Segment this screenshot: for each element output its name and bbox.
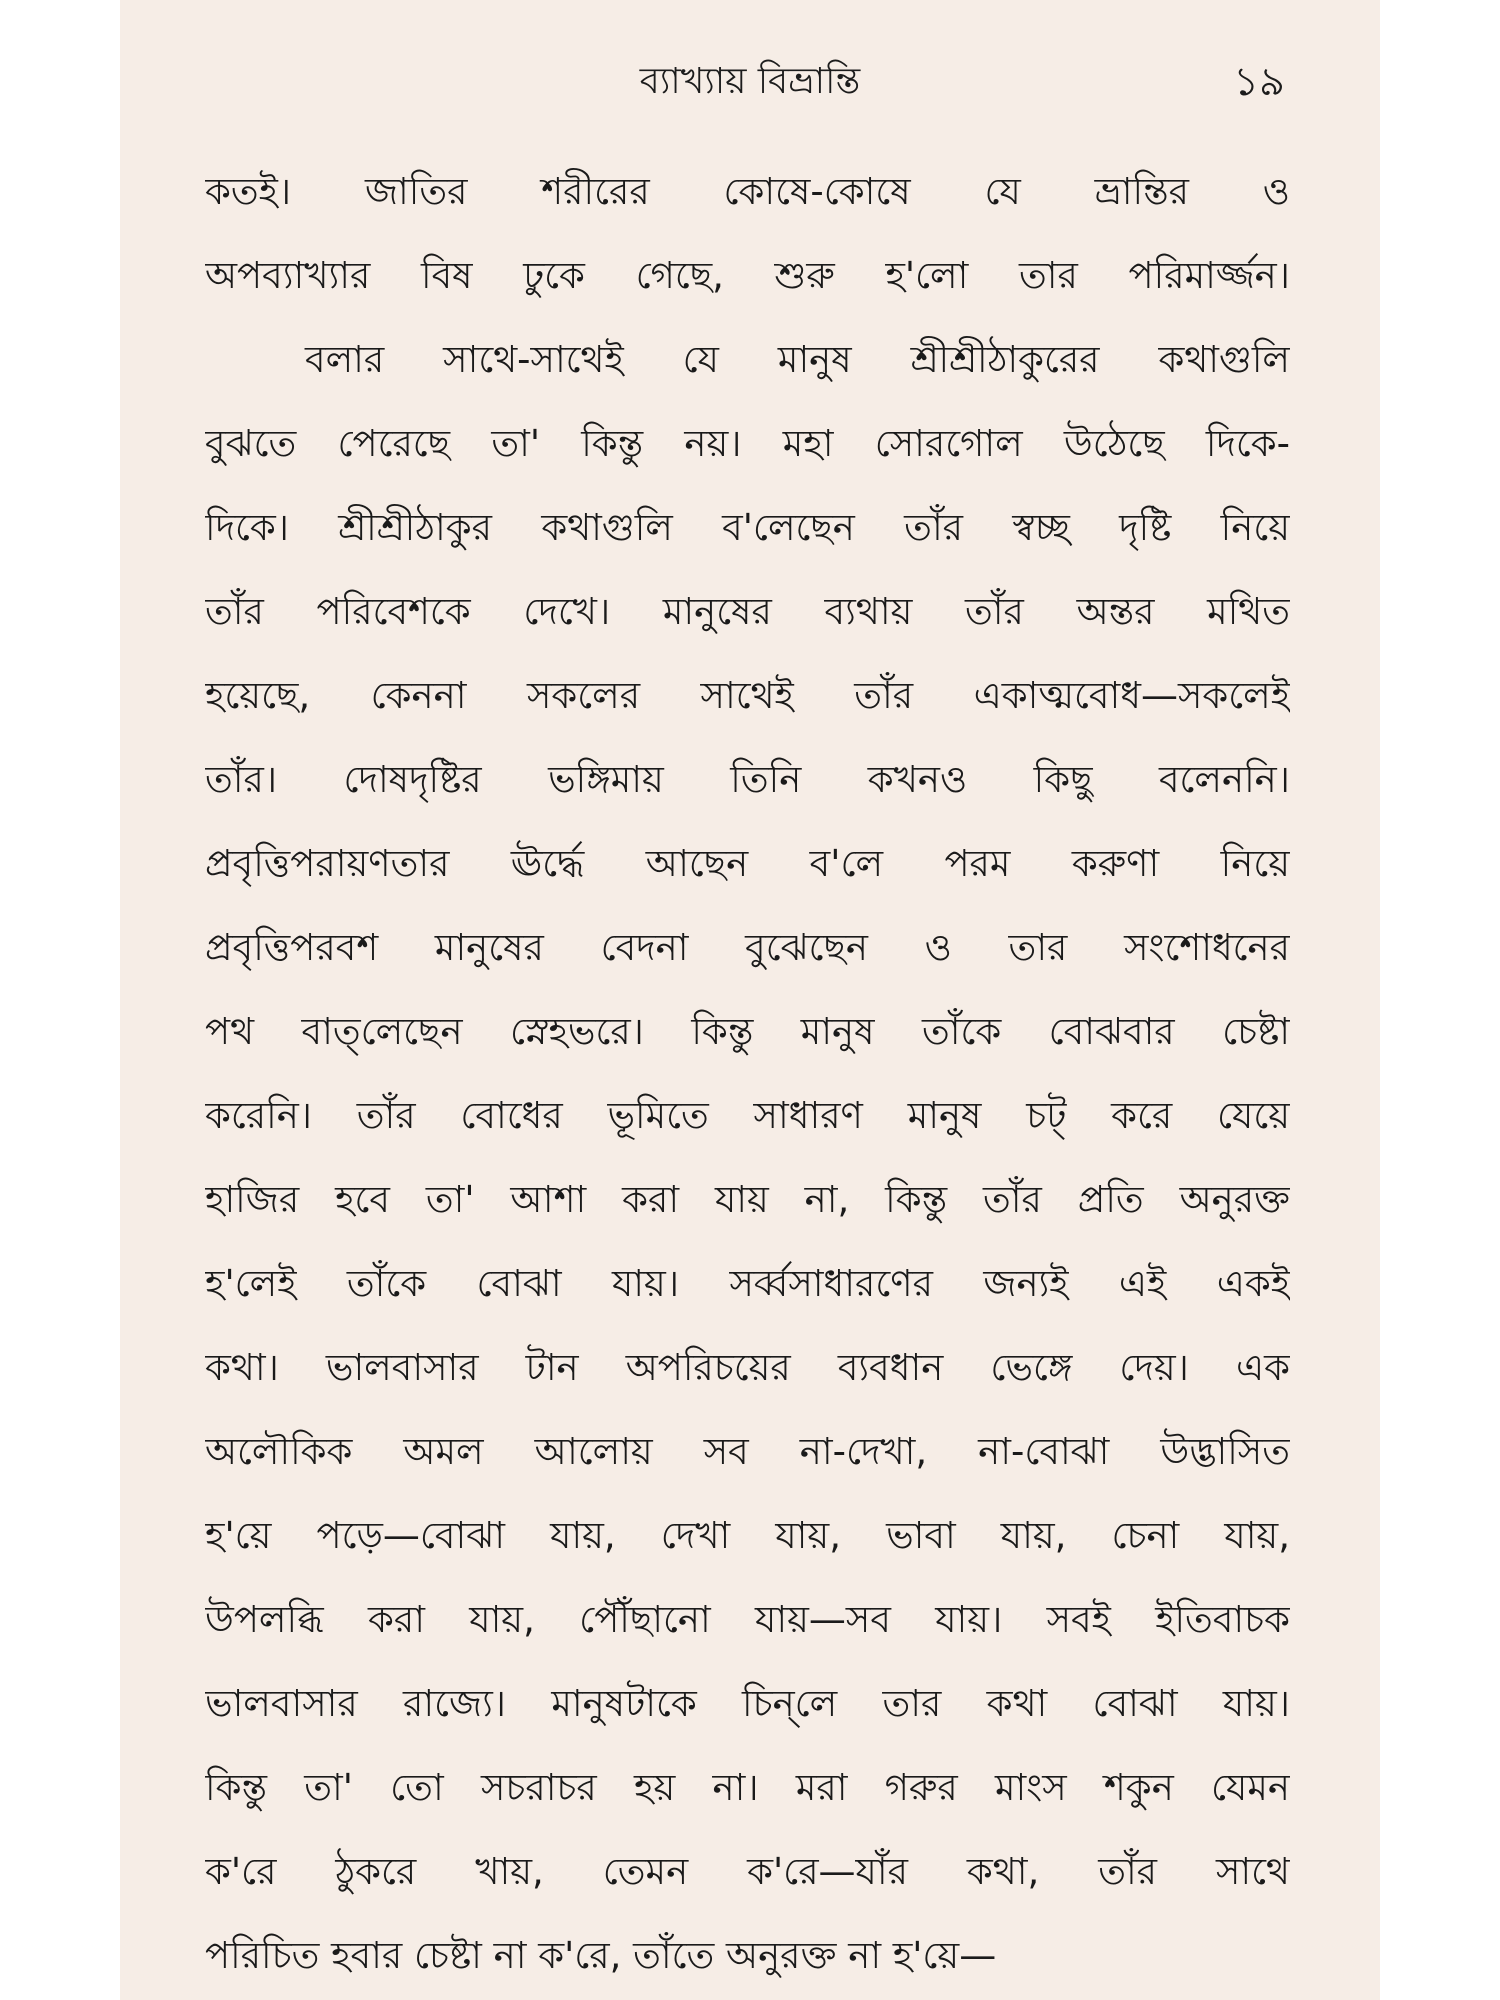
text-line: কিন্তু তা' তো সচরাচর হয় না। মরা গরুর মাংস শকুন যেমন xyxy=(205,1766,1290,1809)
text-line: কথা। ভালবাসার টান অপরিচয়ের ব্যবধান ভেঙ্গে দেয়। এক xyxy=(205,1346,1290,1389)
text-line: ভালবাসার রাজ্যে। মানুষটাকে চিন্‌লে তার কথা বোঝা যায়। xyxy=(205,1682,1290,1725)
text-line: বুঝতে পেরেছে তা' কিন্তু নয়। মহা সোরগোল উঠেছে দিকে- xyxy=(205,422,1290,465)
text-line: হ'লেই তাঁকে বোঝা যায়। সর্ব্বসাধারণের জন্যই এই একই xyxy=(205,1262,1290,1305)
text-line: দিকে। শ্রীশ্রীঠাকুর কথাগুলি ব'লেছেন তাঁর স্বচ্ছ দৃষ্টি নিয়ে xyxy=(205,506,1290,549)
text-line: পথ বাত্‌লেছেন স্নেহভরে। কিন্তু মানুষ তাঁকে বোঝবার চেষ্টা xyxy=(205,1010,1290,1053)
text-line: অলৌকিক অমল আলোয় সব না-দেখা, না-বোঝা উদ্ভাসিত xyxy=(205,1430,1290,1473)
text-line: তাঁর পরিবেশকে দেখে। মানুষের ব্যথায় তাঁর অন্তর মথিত xyxy=(205,590,1290,633)
text-line: হাজির হবে তা' আশা করা যায় না, কিন্তু তাঁর প্রতি অনুরক্ত xyxy=(205,1178,1290,1221)
text-line: প্রবৃত্তিপরবশ মানুষের বেদনা বুঝেছেন ও তার সংশোধনের xyxy=(205,926,1290,969)
text-line: ক'রে ঠুকরে খায়, তেমন ক'রে—যাঁর কথা, তাঁর সাথে xyxy=(205,1850,1290,1893)
text-line: প্রবৃত্তিপরায়ণতার ঊর্দ্ধে আছেন ব'লে পরম করুণা নিয়ে xyxy=(205,842,1290,885)
paragraph-start-line: বলার সাথে-সাথেই যে মানুষ শ্রীশ্রীঠাকুরের কথাগুলি xyxy=(305,338,1290,381)
text-line: কতই। জাতির শরীরের কোষে-কোষে যে ভ্রান্তির ও xyxy=(205,170,1290,213)
text-line: হয়েছে, কেননা সকলের সাথেই তাঁর একাত্মবোধ—সকলেই xyxy=(205,674,1290,717)
text-line: তাঁর। দোষদৃষ্টির ভঙ্গিমায় তিনি কখনও কিছু বলেননি। xyxy=(205,758,1290,801)
body-text xyxy=(205,150,1290,1998)
text-line: পরিচিত হবার চেষ্টা না ক'রে, তাঁতে অনুরক্ত না হ'য়ে— xyxy=(205,1934,997,1977)
page-header xyxy=(120,52,1380,122)
text-line: অপব্যাখ্যার বিষ ঢুকে গেছে, শুরু হ'লো তার পরিমার্জ্জন। xyxy=(205,254,1290,297)
text-line: উপলব্ধি করা যায়, পৌঁছানো যায়—সব যায়। সবই ইতিবাচক xyxy=(205,1598,1290,1641)
page-number: ১৯ xyxy=(1233,59,1285,105)
book-page xyxy=(120,0,1380,2000)
running-title: ব্যাখ্যায় বিভ্রান্তি xyxy=(639,61,861,102)
text-line: করেনি। তাঁর বোধের ভূমিতে সাধারণ মানুষ চট্‌ করে যেয়ে xyxy=(205,1094,1290,1137)
text-line: হ'য়ে পড়ে—বোঝা যায়, দেখা যায়, ভাবা যায়, চেনা যায়, xyxy=(205,1514,1290,1557)
